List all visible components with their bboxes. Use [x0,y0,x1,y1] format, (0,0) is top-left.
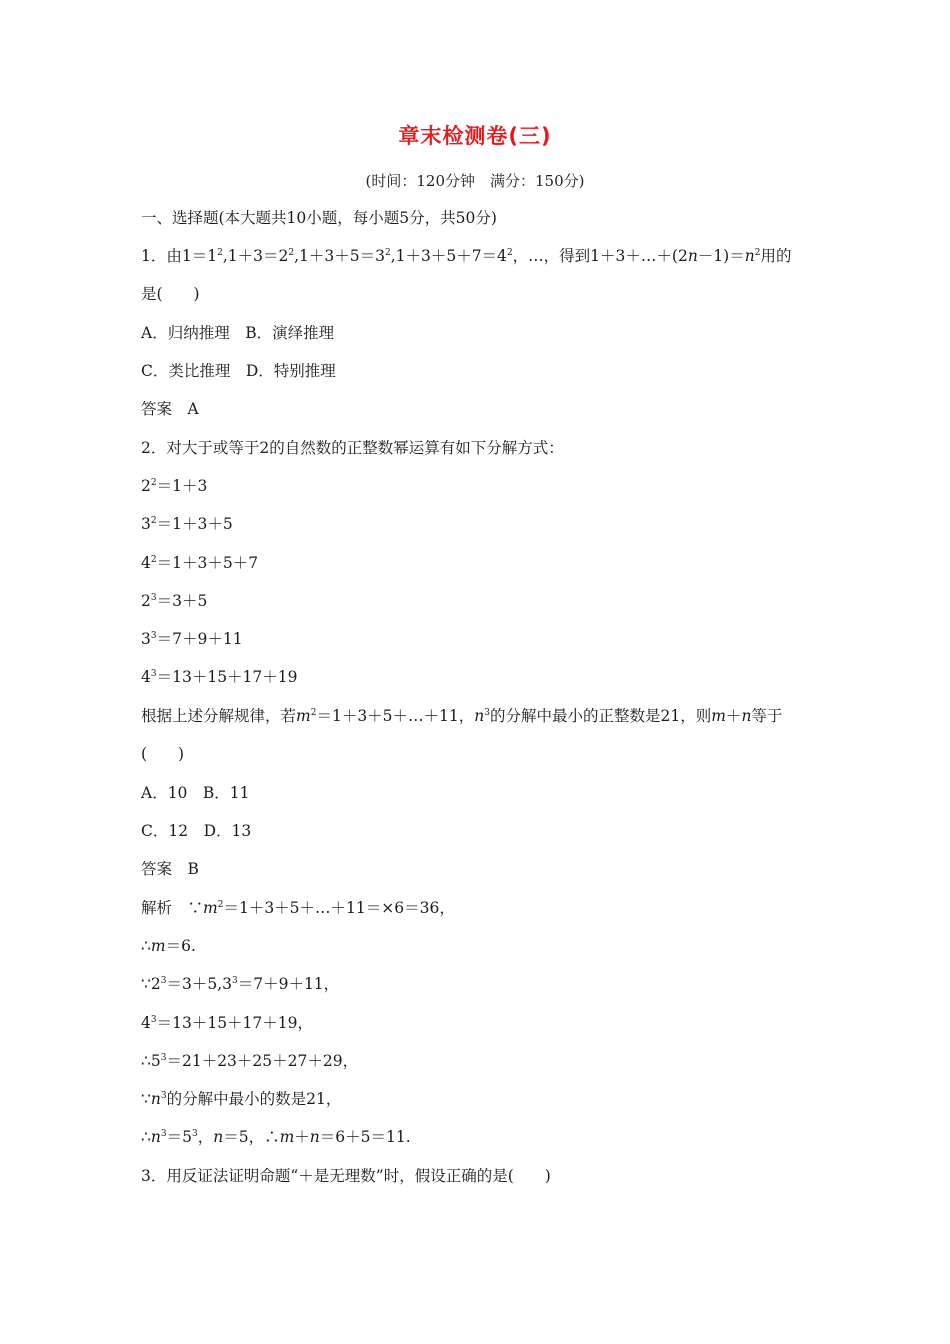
q2-rule-continued: ( ) [141,745,185,763]
q2-analysis-line: $\because n^3$的分解中最小的数是21， [141,1090,342,1108]
page-title: 章末检测卷(三) [398,124,552,148]
q2-equation: $2^3=3+5$ [141,592,208,610]
exam-info: (时间：120分钟 满分：150分) [365,172,585,190]
q3-stem: 3．用反证法证明命题“＋是无理数”时，假设正确的是( ) [141,1167,551,1185]
q2-equation: $4^3=13+15+17+19$ [141,668,298,686]
q2-options-cd: C．12 D．13 [141,822,252,840]
q2-options-ab: A．10 B．11 [141,784,250,802]
q2-answer: 答案 B [141,860,199,878]
q2-analysis-line: $\because 2^3=3+5,3^3=7+9+11$， [141,975,340,993]
q2-equation: $4^2=1+3+5+7$ [141,554,259,572]
q2-equation: $3^3=7+9+11$ [141,630,243,648]
q2-analysis-line: 解析 $\because m^2=1+3+5+\dots+11=\times 6=36$， [141,899,455,917]
q2-rule: 根据上述分解规律，若$m^2=1+3+5+\dots+11$，$n^3$的分解中最小的正整数是21，则m＋n等于 [141,707,783,725]
q2-analysis-line: $\therefore n^3=5^3$，n＝5，∴m＋n＝6＋5＝11. [141,1128,411,1146]
q2-stem: 2．对大于或等于2的自然数的正整数幂运算有如下分解方式： [141,439,564,457]
q1-options-ab: A．归纳推理 B．演绎推理 [141,324,335,342]
q2-analysis-line: ∴m＝6. [141,937,196,955]
q2-equation: $2^2=1+3$ [141,477,208,495]
q2-analysis-line: $\therefore 5^3=21+23+25+27+29$， [141,1052,359,1070]
q2-equation: $3^2=1+3+5$ [141,515,233,533]
q1-answer: 答案 A [141,400,199,418]
q1-stem-continued: 是( ) [141,285,200,303]
q1-options-cd: C．类比推理 D．特别推理 [141,362,336,380]
q1-stem: 1．由$1=1^2,1+3=2^2,1+3+5=3^2,1+3+5+7=4^2$，…，得到$1+3+\dots+(2n-1)=n^2$用的 [141,247,792,265]
section-heading: 一、选择题(本大题共10小题，每小题5分，共50分) [141,209,497,227]
q2-analysis-line: $4^3=13+15+17+19$， [141,1014,314,1032]
